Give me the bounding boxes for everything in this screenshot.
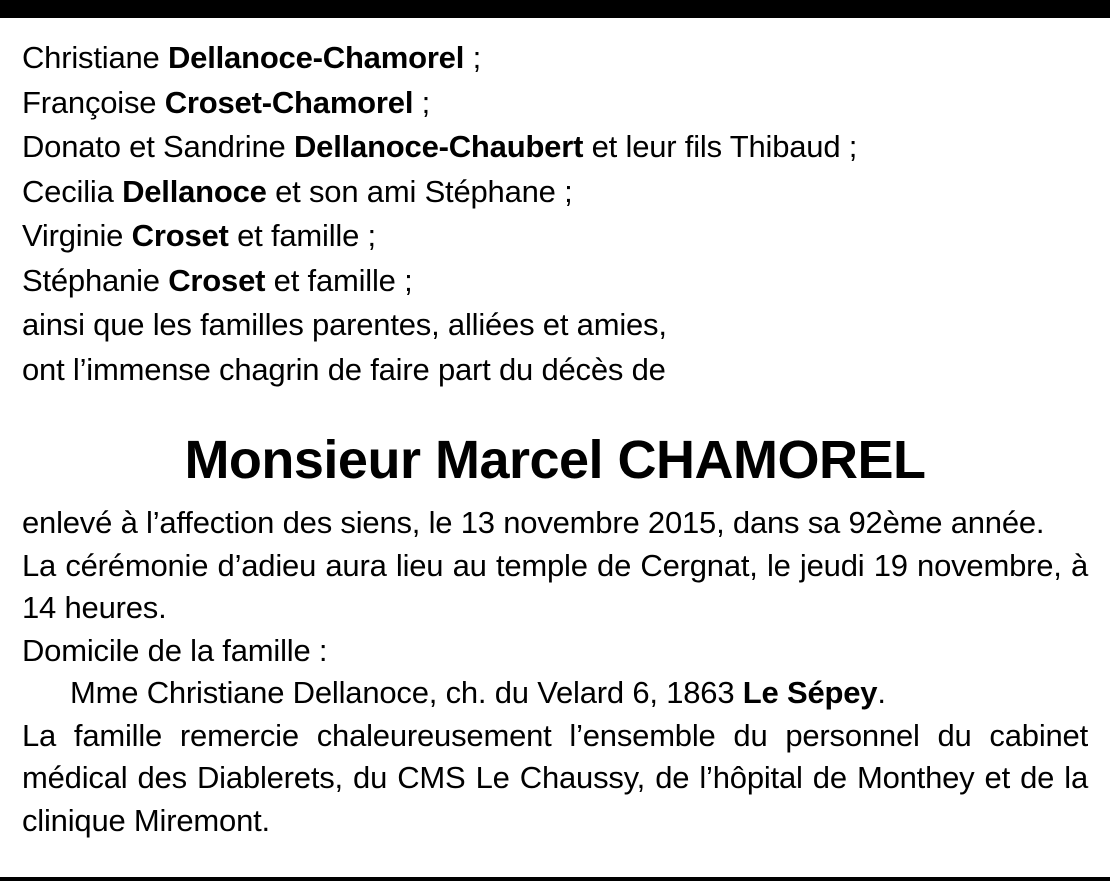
- family-line: Donato et Sandrine Dellanoce-Chaubert et leur fils Thibaud ;: [22, 129, 858, 164]
- closing-line: ainsi que les familles parentes, alliées et amies,: [22, 307, 667, 342]
- deceased-name: Monsieur Marcel CHAMOREL: [184, 430, 926, 490]
- family-line: Stéphanie Croset et famille ;: [22, 262, 413, 298]
- surname: Croset: [131, 218, 229, 253]
- ceremony-paragraph: La cérémonie d’adieu aura lieu au temple de Cergnat, le jeudi 19 novembre, à 14 heures.: [22, 547, 1088, 625]
- family-line: Cecilia Dellanoce et son ami Stéphane ;: [22, 173, 573, 209]
- surname: Dellanoce: [122, 173, 267, 209]
- surname: Croset: [168, 262, 266, 298]
- closing-line: ont l’immense chagrin de faire part du décès de: [22, 351, 666, 387]
- address-paragraph: Mme Christiane Dellanoce, ch. du Velard 6, 1863 Le Sépey.: [70, 675, 886, 710]
- obituary-notice: [22, 36, 1088, 842]
- surname: Dellanoce-Chaubert: [293, 129, 584, 164]
- bottom-border: [0, 877, 1110, 881]
- family-line: Françoise Croset-Chamorel ;: [22, 84, 431, 120]
- family-line: Christiane Dellanoce-Chamorel ;: [22, 40, 481, 75]
- top-border: [0, 0, 1110, 18]
- domicile-label: Domicile de la famille :: [22, 632, 328, 668]
- thanks-paragraph: La famille remercie chaleureusement l’ensemble du personnel du cabinet médical des Diablerets, du CMS Le Chaussy, de l’hôpital de Monthey et de la clinique Miremont.: [22, 717, 1088, 838]
- surname: Dellanoce-Chamorel: [167, 40, 465, 75]
- surname: Croset-Chamorel: [164, 84, 414, 120]
- address-place: Le Sépey: [742, 675, 878, 710]
- death-info-paragraph: enlevé à l’affection des siens, le 13 novembre 2015, dans sa 92ème année.: [22, 505, 1045, 540]
- family-line: Virginie Croset et famille ;: [22, 218, 376, 253]
